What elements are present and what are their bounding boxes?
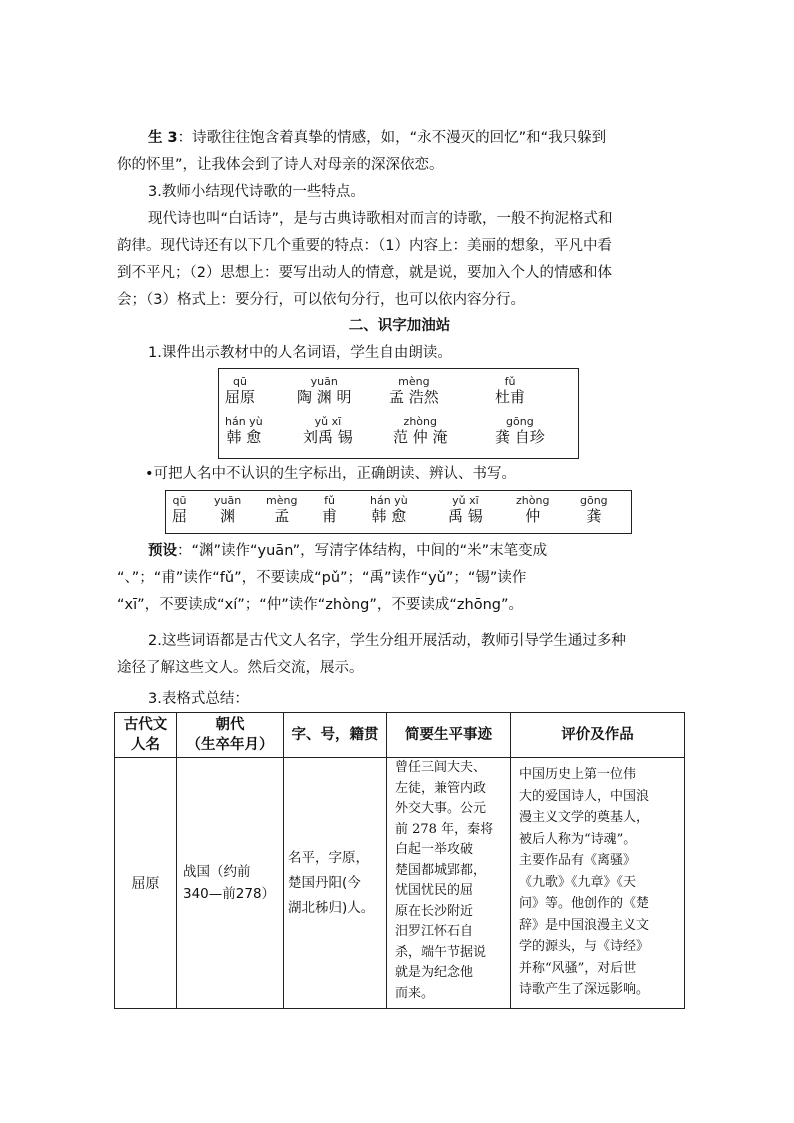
paragraph-student-3 bbox=[148, 128, 682, 149]
table-row bbox=[115, 758, 685, 1009]
paragraph-line: 现代诗也叫“白话诗”，是与古典诗歌相对而言的诗歌，一般不拘泥格式和 bbox=[148, 211, 613, 227]
cell-name: 屈原 bbox=[115, 758, 177, 1009]
paragraph-line: 韵律。现代诗还有以下几个重要的特点：（1）内容上：美丽的想象，平凡中看 bbox=[117, 238, 612, 254]
paragraph-line: 会；（3）格式上：要分行，可以依句分行，也可以依内容分行。 bbox=[117, 292, 525, 308]
cell-works: 中国历史上第一位伟 大的爱国诗人，中国浪 漫主义文学的奠基人， 被后人称为“诗魂”。 主要作品有《离骚》 《九歌》《九章》《天 问》等。他创作的《楚 辞》是中国浪漫主义文 学的源头，与《诗经》 并称“风骚”，对后世 诗歌产生了深远影响。 bbox=[511, 758, 685, 1009]
pinyin-word: gōng 龚 自珍 bbox=[495, 415, 545, 446]
pinyin-char: fǔ 甫 bbox=[322, 494, 338, 525]
pinyin-char: hán yù 韩 愈 bbox=[370, 494, 408, 525]
paragraph-line: 你的怀里”，让我体会到了诗人对母亲的深深依恋。 bbox=[117, 157, 444, 173]
pinyin-word: yuān 陶 渊 明 bbox=[297, 375, 352, 406]
pinyin-word: qū 屈原 bbox=[225, 375, 256, 406]
pinyin-char: yǔ xī 禹 锡 bbox=[448, 494, 483, 525]
paragraph-table-summary: 3.表格式总结： bbox=[148, 691, 249, 707]
characters-pinyin-box bbox=[165, 490, 632, 534]
pinyin-char: yuān 渊 bbox=[214, 494, 242, 525]
pinyin-word: zhòng 范 仲 淹 bbox=[393, 415, 448, 446]
header-zi-hao-native-place: 字、号，籍贯 bbox=[284, 713, 387, 758]
paragraph-line: 2.这些词语都是古代文人名字，学生分组开展活动，教师引导学生通过多种 bbox=[148, 633, 626, 649]
pinyin-char: mèng 孟 bbox=[266, 494, 298, 525]
pinyin-char: qū 屈 bbox=[172, 494, 188, 525]
paragraph-text: ：诗歌往往饱含着真挚的情感，如，“永不漫灭的回忆”和“我只躲到 bbox=[177, 130, 607, 146]
cell-dynasty: 战国（约前 340—前278） bbox=[177, 758, 284, 1009]
paragraph-preset bbox=[148, 541, 682, 562]
cell-life: 曾任三闾大夫、 左徒，兼管内政 外交大事。公元 前 278 年，秦将 白起一举攻破 楚国都城郢都， 忧国忧民的屈 原在长沙附近 汨罗江怀石自 杀，端午节据说 就是为纪念他 而来。 bbox=[387, 758, 511, 1009]
pinyin-char: zhòng 仲 bbox=[516, 494, 550, 525]
speaker-label: 生 3 bbox=[148, 130, 178, 146]
header-evaluation-works: 评价及作品 bbox=[511, 713, 685, 758]
paragraph-courseware: 1.课件出示教材中的人名词语，学生自由朗读。 bbox=[148, 345, 452, 361]
names-pinyin-box bbox=[218, 368, 579, 459]
pinyin-char: gōng 龚 bbox=[580, 494, 608, 525]
paragraph-mark-characters: •可把人名中不认识的生字标出，正确朗读、辨认、书写。 bbox=[145, 466, 517, 482]
paragraph-line: 途径了解这些文人。然后交流，展示。 bbox=[117, 660, 364, 676]
paragraph-line: “、”；“甫”读作“fǔ”，不要读成“pǔ”；“禹”读作“yǔ”；“锡”读作 bbox=[117, 570, 527, 586]
header-brief-life: 简要生平事迹 bbox=[387, 713, 511, 758]
paragraph-line: “xī”，不要读成“xí”；“仲”读作“zhòng”，不要读成“zhōng”。 bbox=[117, 597, 523, 613]
header-ancient-literati-name: 古代文 人名 bbox=[115, 713, 177, 758]
pinyin-word: fǔ 杜甫 bbox=[495, 375, 526, 406]
summary-table bbox=[114, 712, 685, 1009]
table-header-row bbox=[115, 713, 685, 758]
cell-zi-hao: 名平，字原， 楚国丹阳(今 湖北秭归)人。 bbox=[284, 758, 387, 1009]
pinyin-word: hán yù 韩 愈 bbox=[225, 415, 263, 446]
header-dynasty: 朝代 （生卒年月） bbox=[177, 713, 284, 758]
paragraph-line: 到不平凡；（2）思想上：要写出动人的情意，就是说，要加入个人的情感和体 bbox=[117, 265, 612, 281]
pinyin-word: yǔ xī 刘禹 锡 bbox=[303, 415, 353, 446]
section-title: 二、识字加油站 bbox=[348, 318, 451, 334]
paragraph-teacher-summary: 3.教师小结现代诗歌的一些特点。 bbox=[148, 184, 365, 200]
preset-label: 预设 bbox=[148, 543, 177, 559]
pinyin-word: mèng 孟 浩然 bbox=[389, 375, 439, 406]
paragraph-text: ：“渊”读作“yuān”，写清字体结构，中间的“米”末笔变成 bbox=[177, 543, 548, 559]
